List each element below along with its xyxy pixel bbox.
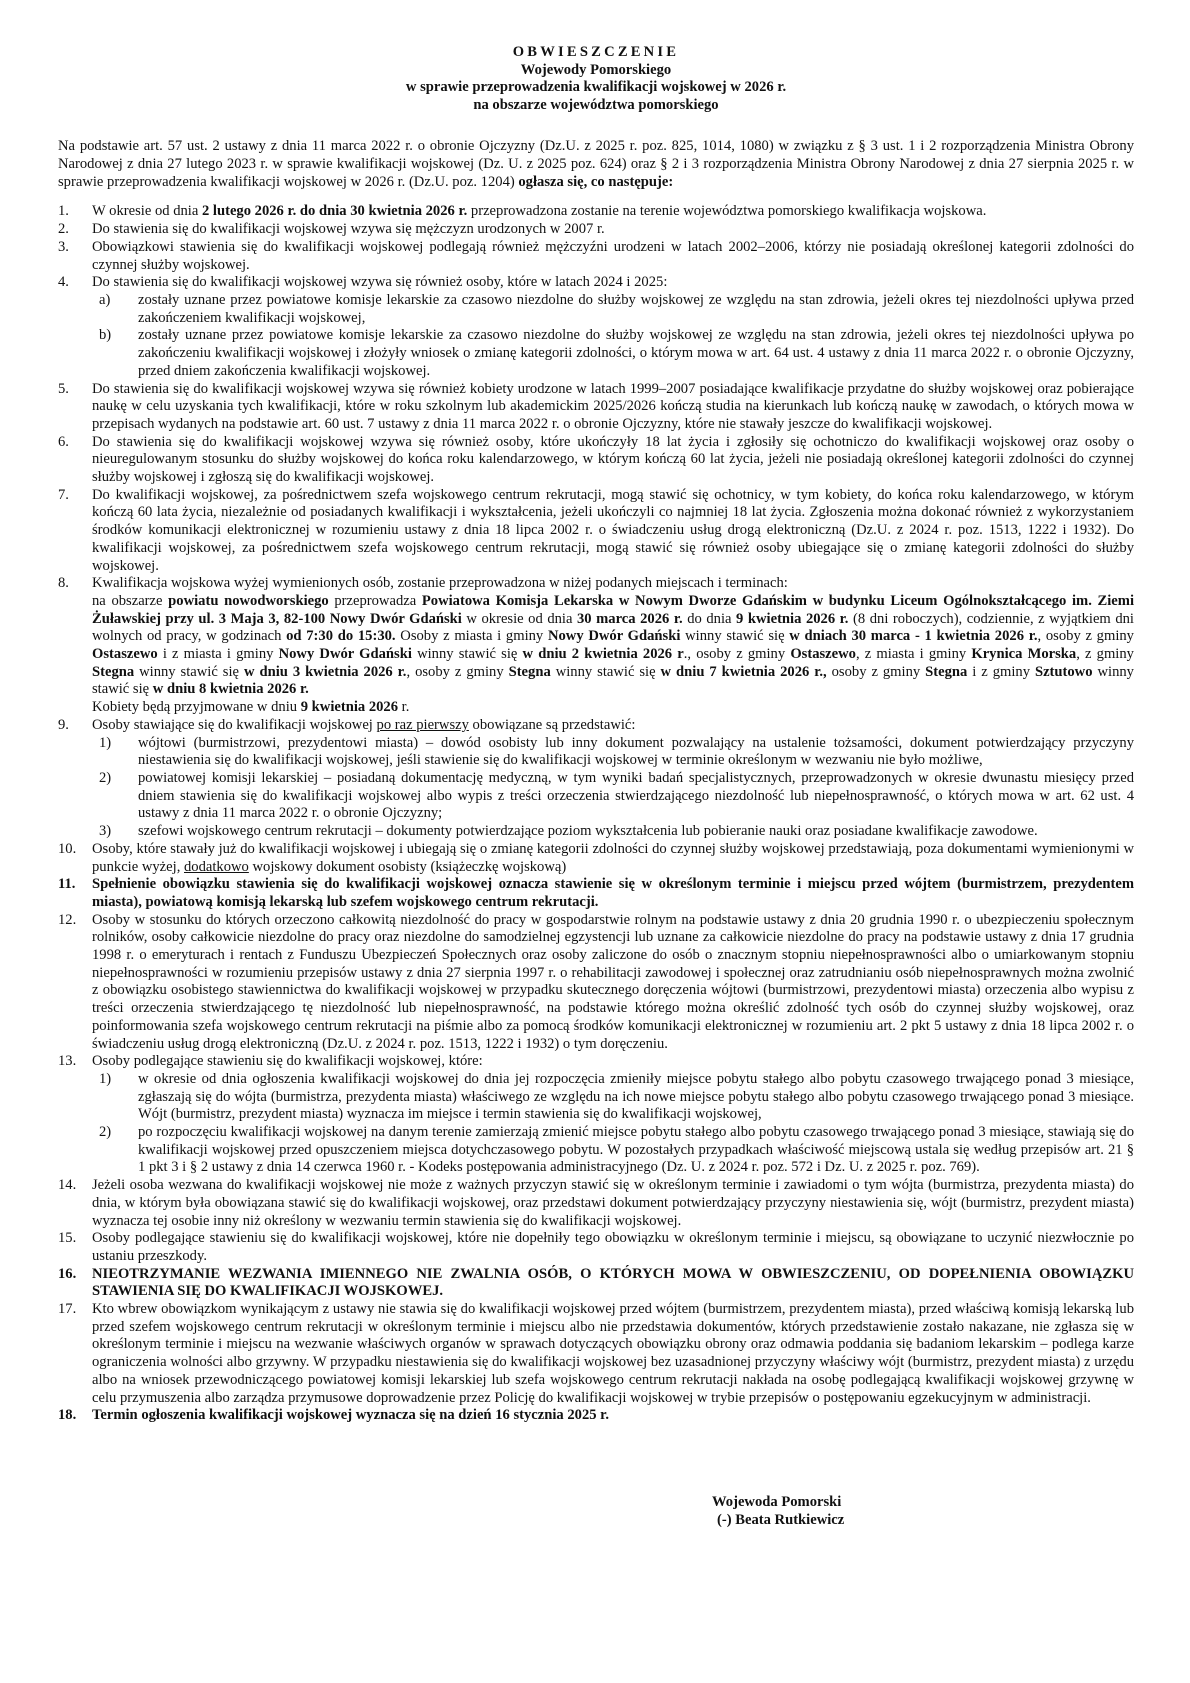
schedule-highlight: Ostaszewo <box>790 646 856 663</box>
schedule-highlight: powiatu nowodworskiego <box>168 592 329 609</box>
item-number: 6. <box>58 433 69 450</box>
text-span: , osoby z gminy <box>1037 628 1134 645</box>
item-number: 16. <box>58 1265 77 1282</box>
item-text: Osoby podlegające stawieniu się do kwalifikacji wojskowej, które nie dopełniły tego obowiązku w określonym terminie i miejscu, są obowiązane to uczynić niezwłocznie po ustaniu przeszkody. <box>92 1230 1134 1264</box>
item-text: Do stawienia się do kwalifikacji wojskowej wzywa się mężczyzn urodzonych w 2007 r. <box>92 221 605 238</box>
sub-item-label: 3) <box>99 823 112 840</box>
item-text: Osoby w stosunku do których orzeczono całkowitą niezdolność do pracy w gospodarstwie rolnym na podstawie ustawy z dnia 20 grudnia 1990 r. o ubezpieczeniu społecznym rolników, osoby całkowicie niezdolne do pracy oraz niezdolne do samodzielnej egzystencji lub uznane za całkowicie niezdolne do pracy na podstawie ustawy z dnia 17 grudnia 1998 r. o emeryturach i rentach z Funduszu Ubezpieczeń Społecznych oraz osoby zaliczone do osób o znacznym stopniu niepełnosprawności albo o umiarkowanym stopniu niepełnosprawności w rozumieniu przepisów ustawy z dnia 27 sierpnia 1997 r. o rehabilitacji zawodowej i społecznej oraz zatrudnianiu osób niepełnosprawnych można zwolnić z obowiązku osobistego stawiennictwa do kwalifikacji wojskowej w przypadku skutecznego doręczenia wójtowi (burmistrzowi, prezydentowi miasta) orzeczenia albo wypisu z treści orzeczenia stwierdzającego tę niezdolność lub niepełnosprawność, na podstawie którego można określić zdolność tych osób do czynnej służby wojskowej, oraz poinformowania szefa wojskowego centrum rekrutacji na piśmie albo za pomocą środków komunikacji elektronicznej w rozumieniu art. 2 pkt 5 ustawy z dnia 18 lipca 2002 r. o świadczeniu usług drogą elektroniczną (Dz.U. z 2024 r. poz. 1513, 1222 i 1932) o tym doręczeniu. <box>92 911 1134 1052</box>
item-body <box>92 1407 1134 1425</box>
list-item <box>58 434 1134 487</box>
sub-item <box>92 327 1134 380</box>
sub-item-label: 1) <box>99 734 112 751</box>
text-span: do dnia <box>682 610 737 627</box>
item-number: 11. <box>58 876 76 893</box>
item-body <box>92 434 1134 487</box>
schedule-highlight: w dniu 7 kwietnia 2026 r., <box>660 663 827 680</box>
schedule-highlight: Stegna <box>92 663 135 680</box>
item-body <box>92 1266 1134 1301</box>
schedule-highlight: Powiatowa Komisja Lekarska w Nowym Dworze Gdańskim w budynku Liceum Ogólnokształcącego im. Ziemi Żuławskiej przy ul. 3 Maja 3, 82-100 Nowy Dwór Gdański <box>92 592 1134 627</box>
schedule-highlight: w dniu 2 kwietnia 2026 r <box>522 646 684 663</box>
schedule-highlight: Nowy Dwór Gdański <box>278 646 412 663</box>
item-number: 2. <box>58 221 69 238</box>
sub-item-text: w okresie od dnia ogłoszenia kwalifikacji wojskowej do dnia jej rozpoczęcia zmieniły miejsce pobytu stałego albo pobytu czasowego trwającego ponad 3 miesiące, zgłaszają się do wójta (burmistrza, prezydenta miasta) właściwego ze względu na ich nowe miejsce pobytu stałego albo pobytu czasowego trwającego ponad 3 miesiące. Wójt (burmistrz, prezydent miasta) wyznacza im miejsce i termin stawienia się do kwalifikacji wojskowej, <box>138 1070 1134 1123</box>
schedule-highlight: Ostaszewo <box>92 646 158 663</box>
item-number: 18. <box>58 1407 77 1424</box>
document-page <box>58 44 1134 1425</box>
emphasis: po raz pierwszy <box>376 716 469 733</box>
list-item <box>58 717 1134 841</box>
list-item <box>58 274 1134 380</box>
item-text: Obowiązkowi stawienia się do kwalifikacji wojskowej podlegają również mężczyźni urodzeni w latach 2002–2006, którzy nie posiadają określonej kategorii zdolności do czynnej służby wojskowej. <box>92 238 1134 273</box>
signatory-title: Wojewoda Pomorski <box>712 1494 842 1510</box>
item-body <box>92 381 1134 434</box>
text-span: , z miasta i gminy <box>855 646 972 663</box>
item-text <box>92 717 1134 735</box>
text-span: (8 dni roboczych), codziennie, z wyjątkiem dni wolnych od pracy, w godzinach <box>92 610 1134 645</box>
list-item <box>58 381 1134 434</box>
text-span: przeprowadza <box>328 592 422 609</box>
sub-item-text: szefowi wojskowego centrum rekrutacji – dokumenty potwierdzające poziom wykształcenia lub pobieranie nauki oraz posiadane kwalifikacje zawodowe. <box>138 823 1038 840</box>
item-number: 4. <box>58 274 69 291</box>
document-header <box>58 44 1134 114</box>
text-span: Osoby z miasta i gminy <box>395 628 548 645</box>
item-text: Termin ogłoszenia kwalifikacji wojskowej wyznacza się na dzień 16 stycznia 2025 r. <box>92 1407 609 1424</box>
list-item <box>58 1301 1134 1407</box>
item-body <box>92 487 1134 576</box>
item-text: Do stawienia się do kwalifikacji wojskowej wzywa się również osoby, które ukończyły 18 lat życia i zgłosiły się ochotniczo do kwalifikacji wojskowej oraz osoby o nieuregulowanym stosunku do służby wojskowej do końca roku kalendarzowego, w którym kończą 60 lat życia, jeżeli nie posiadają określonej kategorii zdolności do czynnej służby wojskowej i zgłoszą się do kwalifikacji wojskowej. <box>92 433 1134 486</box>
item-text: Kwalifikacja wojskowa wyżej wymienionych osób, zostanie przeprowadzona w niżej podanych miejscach i terminach: <box>92 575 788 592</box>
schedule-highlight: Nowy Dwór Gdański <box>547 628 681 645</box>
item-body <box>92 274 1134 380</box>
schedule-paragraph <box>92 593 1134 699</box>
item-body <box>92 1053 1134 1177</box>
item-number: 8. <box>58 575 69 592</box>
text-span: na obszarze <box>92 592 169 609</box>
item-text: Osoby podlegające stawieniu się do kwalifikacji wojskowej, które: <box>92 1053 483 1070</box>
schedule-highlight: w dniu 8 kwietnia 2026 r. <box>152 681 309 698</box>
sub-item-text: powiatowej komisji lekarskiej – posiadaną dokumentację medyczną, w tym wyniki badań specjalistycznych, przeprowadzonych w okresie dwunastu miesięcy przed dniem stawienia się do kwalifikacji wojskowej albo wypis z treści orzeczenia stwierdzającego niezdolność lub niepełnosprawność, o których mowa w art. 62 ust. 4 ustawy z dnia 11 marca 2022 r. o obronie Ojczyzny; <box>138 769 1134 822</box>
item-text: Jeżeli osoba wezwana do kwalifikacji wojskowej nie może z ważnych przyczyn stawić się w określonym terminie i zawiadomi o tym wójta (burmistrza, prezydenta miasta) do dnia, w którym była obowiązana stawić się do kwalifikacji wojskowej, oraz przedstawi dokument potwierdzający przyczyny niestawienia się, wójt (burmistrz, prezydent miasta) wyznacza tej osobie inny niż określony w wezwaniu termin stawienia się do kwalifikacji wojskowej. <box>92 1177 1134 1229</box>
sub-item-text: po rozpoczęciu kwalifikacji wojskowej na danym terenie zamierzają zmienić miejsce pobytu stałego albo pobytu czasowego trwającego ponad 3 miesiące, stawiają się do kwalifikacji wojskowej przed opuszczeniem miejsca dotychczasowego pobytu. W pozostałych przypadkach właściwość miejscową ustala się według przepisów art. 21 § 1 pkt 3 i § 2 ustawy z dnia 14 czerwca 1960 r. - Kodeks postępowania administracyjnego (Dz. U. z 2024 r. poz. 572 i Dz. U. z 2025 r. poz. 769). <box>138 1124 1134 1176</box>
text-span: i z gminy <box>967 663 1035 680</box>
item-number: 9. <box>58 716 69 733</box>
list-item <box>58 1407 1134 1425</box>
item-number: 10. <box>58 840 77 857</box>
item-body <box>92 575 1134 717</box>
text-span: Kobiety będą przyjmowane w dniu <box>92 699 301 716</box>
list-item <box>58 1230 1134 1265</box>
item-body <box>92 1177 1134 1230</box>
item-number: 17. <box>58 1301 77 1318</box>
item-number: 5. <box>58 380 69 397</box>
sub-item <box>92 292 1134 327</box>
text-span: , z gminy <box>1076 646 1134 663</box>
sub-item-label: 1) <box>99 1070 112 1087</box>
schedule-highlight: 9 kwietnia 2026 r. <box>736 610 849 627</box>
item-body <box>92 221 1134 239</box>
schedule-highlight: od 7:30 do 15:30. <box>286 628 396 645</box>
signatory-name: (-) Beata Rutkiewicz <box>717 1511 845 1528</box>
schedule-highlight: Krynica Morska <box>971 646 1077 663</box>
text-span: Osoby stawiające się do kwalifikacji wojskowej <box>92 716 377 733</box>
item-number: 15. <box>58 1230 77 1247</box>
sub-item-text: zostały uznane przez powiatowe komisje lekarskie za czasowo niezdolne do służby wojskowej ze względu na stan zdrowia, jeżeli okres tej niezdolności upływa przed zakończeniem kwalifikacji wojskowej, <box>138 292 1134 326</box>
date-range: 2 lutego 2026 r. do dnia 30 kwietnia 2026 r. <box>201 203 468 220</box>
text-span: winny stawić się <box>411 646 523 663</box>
sub-item <box>92 823 1134 841</box>
list-item <box>58 575 1134 717</box>
schedule-highlight: Stegna <box>508 663 551 680</box>
schedule-highlight: Stegna <box>925 663 968 680</box>
item-body <box>92 912 1134 1054</box>
list-item <box>58 841 1134 876</box>
sub-item <box>92 735 1134 770</box>
text-span: przeprowadzona zostanie na terenie województwa pomorskiego kwalifikacja wojskowa. <box>467 203 987 220</box>
item-body <box>92 1230 1134 1265</box>
list-item <box>58 239 1134 274</box>
text-span: osoby z gminy <box>826 663 926 680</box>
item-body <box>92 841 1134 876</box>
list-item <box>58 912 1134 1054</box>
item-number: 1. <box>58 203 69 220</box>
legal-basis-paragraph: Na podstawie art. 57 ust. 2 ustawy z dnia 11 marca 2022 r. o obronie Ojczyzny (Dz.U. z 2025 r. poz. 825, 1014, 1080) w związku z § 3 ust. 1 i 2 rozporządzenia Ministra Obrony Narodowej z dnia 27 lutego 2023 r. w sprawie kwalifikacji wojskowej (Dz. U. z 2025 poz. 624) oraz § 2 i 3 rozporządzenia Ministra Obrony Narodowej z dnia 27 sierpnia 2025 r. w sprawie przeprowadzenia kwalifikacji wojskowej w 2026 r. (Dz.U. poz. 1204) ogłasza się, co następuje: <box>58 138 1134 190</box>
schedule-highlight: w dniach 30 marca - 1 kwietnia 2026 r. <box>789 628 1038 645</box>
sub-item-text: zostały uznane przez powiatowe komisje lekarskie za czasowo niezdolne do służby wojskowej ze względu na stan zdrowia, jeżeli okres tej niezdolności upływa po zakończeniu kwalifikacji wojskowej i złożyły wniosek o zmianę kategorii zdolności, o którym mowa w art. 64 ust. 4 ustawy z dnia 11 marca 2022 r. o obronie Ojczyzny, przed dniem zakończenia kwalifikacji wojskowej. <box>138 327 1134 379</box>
item-text: Kto wbrew obowiązkom wynikającym z ustawy nie stawia się do kwalifikacji wojskowej przed wójtem (burmistrzem, prezydentem miasta), przed właściwą komisją lekarską lub przed szefem wojskowego centrum rekrutacji w określonym terminie i miejscu albo nie przedstawia dokumentów, których przedstawienie zostało nakazane, nie zgłasza się w określonym terminie i miejscu na wezwanie właściwych organów w sprawach dotyczących obowiązku obrony oraz odmawia poddania się badaniom lekarskim – podlega karze ograniczenia wolności albo grzywny. W przypadku niestawienia się do kwalifikacji wojskowej bez uzasadnionej przyczyny właściwy wójt (burmistrz, prezydent miasta) z urzędu albo na wniosek przewodniczącego powiatowej komisji lekarskiej lub szefa wojskowego centrum rekrutacji nakłada na osobę podlegającą kwalifikacji wojskowej grzywnę w celu przymuszenia albo zarządza przymusowe doprowadzenie przez Policję do kwalifikacji wojskowej w trybie przepisów o postępowaniu egzekucyjnym w administracji. <box>92 1301 1134 1406</box>
item-body <box>92 239 1134 274</box>
item-number: 14. <box>58 1177 77 1194</box>
item-text: NIEOTRZYMANIE WEZWANIA IMIENNEGO NIE ZWALNIA OSÓB, O KTÓRYCH MOWA W OBWIESZCZENIU, OD DOPEŁNIENIA OBOWIĄZKU STAWIENIA SIĘ DO KWALIFIKACJI WOJSKOWEJ. <box>92 1265 1134 1300</box>
item-number: 3. <box>58 238 69 255</box>
text-span: winny stawić się <box>134 663 244 680</box>
sub-item-label: 2) <box>99 769 112 786</box>
item-text: Spełnienie obowiązku stawienia się do kwalifikacji wojskowej oznacza stawienie się w określonym terminie i miejscu przed wójtem (burmistrzem, prezydentem miasta), powiatową komisją lekarską lub szefem wojskowego centrum rekrutacji. <box>92 876 1134 910</box>
text-span: winny stawić się <box>680 628 790 645</box>
women-date-note <box>92 699 1134 717</box>
sub-item-label: 2) <box>99 1124 112 1141</box>
sub-item <box>92 1124 1134 1177</box>
text-span: Osoby, które stawały już do kwalifikacji wojskowej i ubiegają się o zmianę kategorii zdolności do czynnej służby wojskowej przedstawiają, poza dokumentami wymienionymi w punkcie wyżej, <box>92 840 1134 875</box>
sub-item <box>92 1071 1134 1124</box>
item-text <box>92 203 1134 221</box>
sub-item-label: a) <box>99 292 111 308</box>
item-number: 12. <box>58 911 77 928</box>
list-item <box>58 1266 1134 1301</box>
signature-block <box>712 1494 844 1529</box>
text-span: obowiązane są przedstawić: <box>468 716 636 733</box>
item-body <box>92 717 1134 841</box>
subject-line: w sprawie przeprowadzenia kwalifikacji wojskowej w 2026 r. <box>405 79 787 96</box>
item-number: 7. <box>58 486 69 503</box>
text-span: ., osoby z gminy <box>683 646 791 663</box>
schedule-highlight: w dniu 3 kwietnia 2026 r. <box>243 663 407 680</box>
text-span: r. <box>398 699 410 716</box>
text-span: i z miasta i gminy <box>157 646 279 663</box>
schedule-highlight: Sztutowo <box>1034 663 1093 680</box>
region-line: na obszarze województwa pomorskiego <box>473 96 719 113</box>
sub-item-label: b) <box>99 327 112 344</box>
item-number: 13. <box>58 1053 77 1070</box>
item-text: Do stawienia się do kwalifikacji wojskowej wzywa się również osoby, które w latach 2024 i 2025: <box>92 274 668 291</box>
text-span: W okresie od dnia <box>92 203 202 220</box>
item-body <box>92 876 1134 911</box>
list-item <box>58 203 1134 221</box>
text-span: 9 kwietnia 2026 <box>300 699 399 716</box>
document-title: OBWIESZCZENIE <box>512 44 680 60</box>
list-item <box>58 221 1134 239</box>
text-span: , osoby z gminy <box>406 663 509 680</box>
text-span: wojskowy dokument osobisty (książeczkę wojskową) <box>248 858 567 875</box>
sub-item-text: wójtowi (burmistrzowi, prezydentowi miasta) – dowód osobisty lub inny dokument pozwalający na ustalenie tożsamości, dokument potwierdzający przyczyny niestawienia się do kwalifikacji wojskowej, jeśli stawienie się do kwalifikacji wojskowej w terminie określonym w wezwaniu nie było możliwe, <box>138 734 1134 769</box>
list-item <box>58 1177 1134 1230</box>
list-item <box>58 876 1134 911</box>
text-span: winny stawić się <box>92 663 1134 698</box>
item-text: Do stawienia się do kwalifikacji wojskowej wzywa się również kobiety urodzone w latach 1999–2007 posiadające kwalifikacje przydatne do służby wojskowej oraz pobierające naukę w celu uzyskania tych kwalifikacji, które w roku szkolnym lub akademickim 2025/2026 kończą studia na kierunkach lub kończą naukę w zawodach, o których mowa w przepisach wydanych na podstawie art. 60 ust. 7 ustawy z dnia 11 marca 2022 r. o obronie Ojczyzny, które nie stawały jeszcze do kwalifikacji wojskowej. <box>92 380 1134 432</box>
item-body <box>92 203 1134 221</box>
item-text: Do kwalifikacji wojskowej, za pośrednictwem szefa wojskowego centrum rekrutacji, mogą stawić się ochotnicy, w tym kobiety, do końca roku kalendarzowego, w którym kończą 60 lata życia, niezależnie od posiadanych kwalifikacji i wykształcenia, jeżeli ukończyli co najmniej 18 lat życia. Zgłoszenia można dokonać również z wykorzystaniem środków komunikacji elektronicznej w rozumieniu ustawy z dnia 18 lipca 2002 r. o świadczeniu usług drogą elektroniczną (Dz.U. z 2024 r. poz. 1513, 1222 i 1932). Do kwalifikacji wojskowej, za pośrednictwem szefa wojskowego centrum rekrutacji, mogą stawić się również osoby ubiegające się o zmianę kategorii zdolności do służby wojskowej. <box>92 486 1134 574</box>
numbered-list <box>58 203 1134 1425</box>
sub-item <box>92 770 1134 823</box>
item-body <box>92 1301 1134 1407</box>
issuer: Wojewody Pomorskiego <box>520 61 672 78</box>
emphasis: dodatkowo <box>184 858 249 875</box>
text-span: winny stawić się <box>550 663 661 680</box>
list-item <box>58 1053 1134 1177</box>
item-text <box>92 841 1134 876</box>
schedule-highlight: 30 marca 2026 r. <box>577 610 683 627</box>
list-item <box>58 487 1134 576</box>
text-span: w okresie od dnia <box>461 610 577 627</box>
